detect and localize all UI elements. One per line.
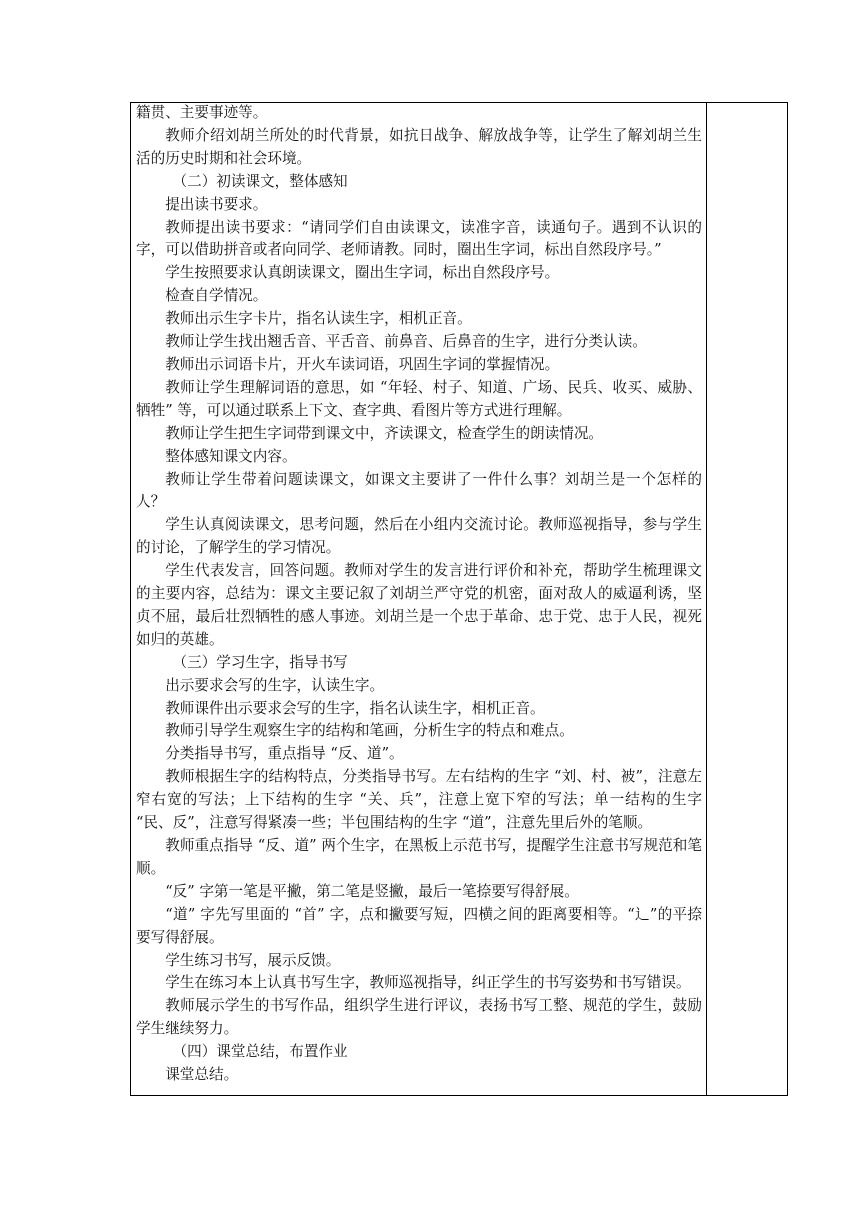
- paragraph: 教师让学生理解词语的意思，如 “年轻、村子、知道、广场、民兵、收买、威胁、牺牲” 等，可以通过联系上下文、查字典、看图片等方式进行理解。: [136, 378, 702, 419]
- paragraph: 教师根据生字的结构特点，分类指导书写。左右结构的生字 “刘、村、被”，注意左窄右宽的写法；上下结构的生字 “关、兵”，注意上宽下窄的写法；单一结构的生字 “民、反”，注意写得紧凑一些；半包围结构的生字 “道”，注意先里后外的笔顺。: [136, 768, 702, 832]
- paragraph: 教师出示词语卡片，开火车读词语，巩固生字词的掌握情况。: [165, 355, 560, 373]
- section-heading: （二）初读课文，整体感知: [172, 172, 348, 190]
- paragraph: “道” 字先写里面的 “首” 字，点和撇要写短，四横之间的距离要相等。“辶”的平捺要写得舒展。: [136, 905, 702, 946]
- paragraph: 检查自学情况。: [165, 287, 268, 305]
- paragraph: 教师让学生找出翘舌音、平舌音、前鼻音、后鼻音的生字，进行分类认读。: [165, 333, 647, 351]
- paragraph: 教师让学生把生字词带到课文中，齐读课文，检查学生的朗读情况。: [165, 424, 604, 442]
- section-heading: （三）学习生字，指导书写: [172, 653, 348, 671]
- paragraph: 教师重点指导 “反、道” 两个生字，在黑板上示范书写，提醒学生注意书写规范和笔顺。: [136, 837, 702, 877]
- column-divider: [706, 102, 707, 1096]
- paragraph: 分类指导书写，重点指导 “反、道”。: [165, 745, 404, 763]
- paragraph: 籍贯、主要事迹等。: [136, 104, 268, 121]
- paragraph: 教师介绍刘胡兰所处的时代背景，如抗日战争、解放战争等，让学生了解刘胡兰生活的历史时期和社会环境。: [136, 126, 702, 167]
- paragraph: 学生按照要求认真朗读课文，圈出生字词，标出自然段序号。: [165, 264, 560, 282]
- paragraph: 教师让学生带着问题读课文，如课文主要讲了一件什么事？刘胡兰是一个怎样的人？: [136, 470, 702, 511]
- paragraph: 学生代表发言，回答问题。教师对学生的发言进行评价和补充，帮助学生梳理课文的主要内容，总结为：课文主要记叙了刘胡兰严守党的机密，面对敌人的威逼利诱，坚贞不屈，最后壮烈牺牲的感人事迹。刘胡兰是一个忠于革命、忠于党、忠于人民，视死如归的英雄。: [136, 562, 702, 648]
- paragraph: 教师展示学生的书写作品，组织学生进行评议，表扬书写工整、规范的学生，鼓励学生继续努力。: [136, 997, 702, 1038]
- paragraph: 提出读书要求。: [165, 195, 268, 213]
- paragraph: 课堂总结。: [165, 1066, 239, 1084]
- paragraph: 学生在练习本上认真书写生字，教师巡视指导，纠正学生的书写姿势和书写错误。: [165, 974, 691, 992]
- section-heading: （四）课堂总结，布置作业: [172, 1043, 348, 1061]
- paragraph: 出示要求会写的生字，认读生字。: [165, 676, 385, 694]
- lesson-content-cell: [136, 102, 702, 1087]
- paragraph: “反” 字第一笔是平撇，第二笔是竖撇，最后一笔捺要写得舒展。: [165, 882, 579, 900]
- paragraph: 教师出示生字卡片，指名认读生字，相机正音。: [165, 310, 472, 328]
- paragraph: 学生认真阅读课文，思考问题，然后在小组内交流讨论。教师巡视指导，参与学生的讨论，了解学生的学习情况。: [136, 516, 702, 557]
- paragraph: 教师引导学生观察生字的结构和笔画，分析生字的特点和难点。: [165, 722, 574, 740]
- paragraph: 教师课件出示要求会写的生字，指名认读生字，相机正音。: [165, 699, 545, 717]
- paragraph: 整体感知课文内容。: [165, 447, 297, 465]
- paragraph: 学生练习书写，展示反馈。: [165, 951, 341, 969]
- paragraph: 教师提出读书要求：“请同学们自由读课文，读准字音，读通句子。遇到不认识的字，可以借助拼音或者向同学、老师请教。同时，圈出生字词，标出自然段序号。”: [136, 218, 702, 259]
